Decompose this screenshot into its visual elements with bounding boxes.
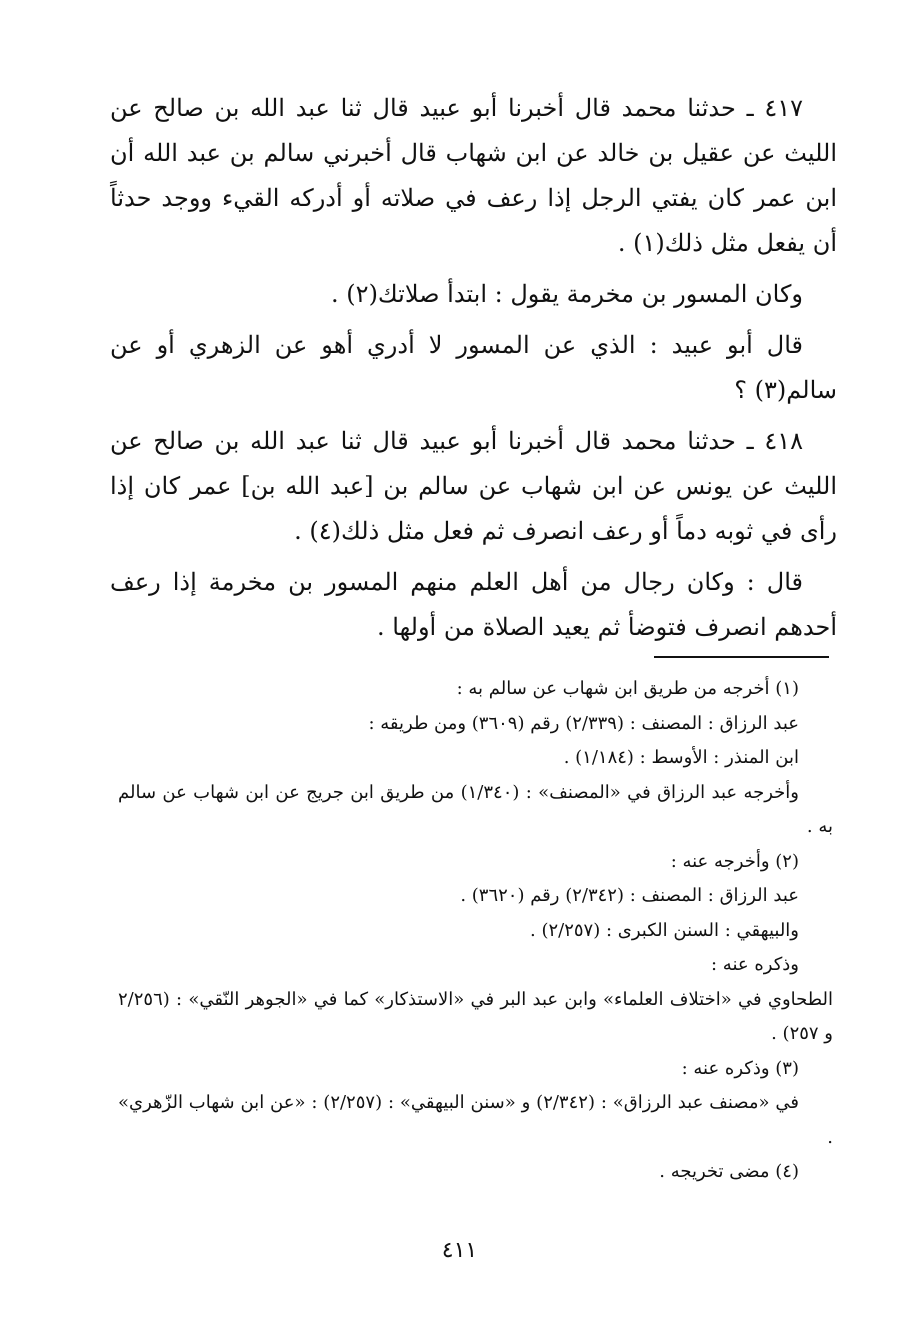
footnote-line: وأخرجه عبد الرزاق في «المصنف» : (١/٣٤٠) من طريق ابن جريج عن ابن شهاب عن سالم به . [118,781,833,837]
footnote-line: (١) أخرجه من طريق ابن شهاب عن سالم به : [456,678,799,699]
page-number: ٤١١ [441,1238,478,1263]
footnote-line: في «مصنف عبد الرزاق» : (٢/٣٤٢) و «سنن البيهقي» : (٢/٢٥٧) : «عن ابن شهاب الزّهري» . [118,1092,833,1148]
footnote-line: عبد الرزاق : المصنف : (٢/٣٤٢) رقم (٣٦٢٠) . [460,885,799,906]
footnote-line: الطحاوي في «اختلاف العلماء» وابن عبد البر في «الاستذكار» كما في «الجوهر النّقي» : (٢/٢٥٦ و ٢٥٧) . [118,988,833,1044]
footnote-line: (٤) مضى تخريجه . [659,1161,799,1182]
footnote-line: والبيهقي : السنن الكبرى : (٢/٢٥٧) . [530,919,799,941]
paragraph-miswar-saying: وكان المسور بن مخرمة يقول : ابتدأ صلاتك(٢) . [331,280,803,308]
footnotes [118,672,833,1190]
footnote-line: عبد الرزاق : المصنف : (٢/٣٣٩) رقم (٣٦٠٩) ومن طريقه : [368,712,799,734]
paragraph-abu-ubaid-comment: قال أبو عبيد : الذي عن المسور لا أدري أهو عن الزهري أو عن سالم(٣) ؟ [110,331,837,404]
paragraph-men-of-knowledge: قال : وكان رجال من أهل العلم منهم المسور بن مخرمة إذا رعف أحدهم انصرف فتوضأ ثم يعيد الصلاة من أولها . [110,568,837,641]
hadith-418: ٤١٨ ـ حدثنا محمد قال أخبرنا أبو عبيد قال ثنا عبد الله بن صالح عن الليث عن يونس عن ابن شهاب عن سالم بن [عبد الله بن] عمر كان إذا رأى في ثوبه دماً أو رعف انصرف ثم فعل مثل ذلك(٤) . [110,427,837,545]
hadith-417: ٤١٧ ـ حدثنا محمد قال أخبرنا أبو عبيد قال ثنا عبد الله بن صالح عن الليث عن عقيل بن خالد عن ابن شهاب قال أخبرني سالم بن عبد الله أن ابن عمر كان يفتي الرجل إذا رعف في صلاته أو أدركه القيء ووجد حدثاً أن يفعل مثل ذلك(١) . [110,94,837,257]
footnote-line: (٣) وذكره عنه : [681,1057,799,1079]
footnote-line: وذكره عنه : [711,954,799,975]
footnote-line: (٢) وأخرجه عنه : [670,850,799,872]
footnote-separator [654,656,829,658]
main-text [110,86,837,656]
footnote-line: ابن المنذر : الأوسط : (١/١٨٤) . [563,747,799,768]
